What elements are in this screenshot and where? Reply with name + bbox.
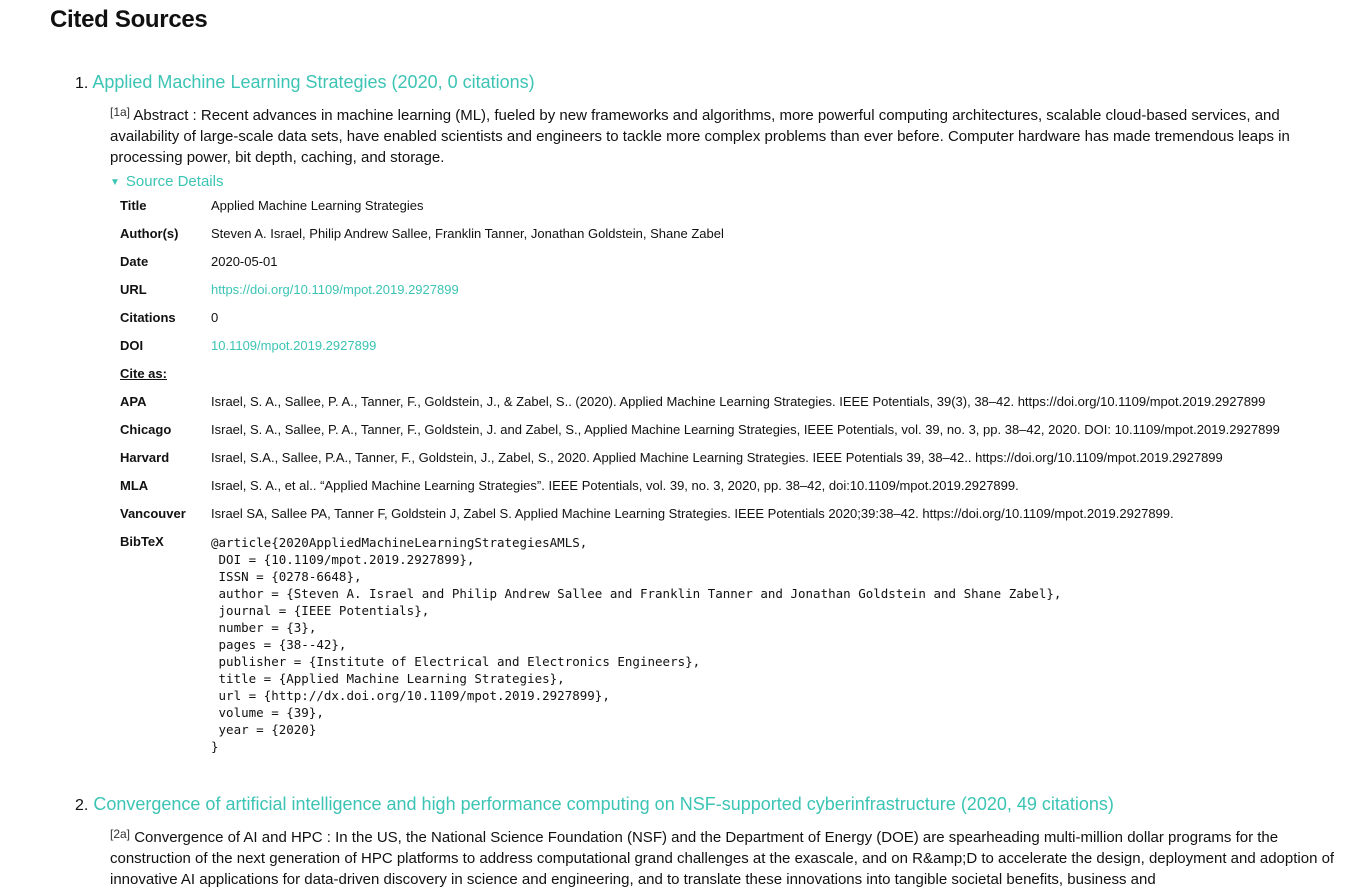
source-heading <box>75 72 535 93</box>
detail-label: Title <box>120 198 147 213</box>
cite-as-heading: Cite as: <box>120 366 167 381</box>
detail-label: Vancouver <box>120 506 186 521</box>
abstract-text: Convergence of AI and HPC : In the US, the National Science Foundation (NSF) and the Department of Energy (DOE) are spearheading multi-million dollar programs for the construction of the next generation of HPC platforms to address computational grand challenges at the exascale, and on R&amp;D to accelerate the design, deployment and adoption of innovative AI applications for data-driven discovery in science and engineering, and to translate these innovations into tangible societal benefits, business and <box>110 829 1335 888</box>
url-link[interactable]: https://doi.org/10.1109/mpot.2019.2927899 <box>211 282 459 297</box>
detail-label: Harvard <box>120 450 170 465</box>
citation-apa: Israel, S. A., Sallee, P. A., Tanner, F., Goldstein, J., & Zabel, S.. (2020). Applied Machine Learning Strategies. IEEE Potentials, 39(3), 38–42. https://doi.org/10.1109/mpot.2019.2927899 <box>211 394 1266 409</box>
detail-value: 2020-05-01 <box>211 254 278 269</box>
abstract-ref: [2a] <box>110 827 131 841</box>
source-heading <box>75 794 1114 815</box>
detail-label: URL <box>120 282 147 297</box>
detail-label: Date <box>120 254 149 269</box>
citation-vancouver: Israel SA, Sallee PA, Tanner F, Goldstein J, Zabel S. Applied Machine Learning Strategies. IEEE Potentials 2020;39:38–42. https://doi.org/10.1109/mpot.2019.2927899. <box>211 506 1174 521</box>
source-number: 2. <box>75 797 89 814</box>
detail-label: MLA <box>120 478 149 493</box>
detail-label: DOI <box>120 338 144 353</box>
source-details-label: Source Details <box>125 173 224 190</box>
source-abstract <box>110 105 1335 168</box>
detail-label: Chicago <box>120 422 172 437</box>
triangle-down-icon: ▼ <box>110 177 120 188</box>
detail-label: BibTeX <box>120 534 164 549</box>
source-title-link[interactable]: Convergence of artificial intelligence and high performance computing on NSF-supported cyberinfrastructure (2020, 49 citations) <box>93 794 1114 814</box>
source-title-link[interactable]: Applied Machine Learning Strategies (2020, 0 citations) <box>92 72 535 92</box>
detail-value: Applied Machine Learning Strategies <box>211 198 424 213</box>
citation-mla: Israel, S. A., et al.. “Applied Machine Learning Strategies”. IEEE Potentials, vol. 39, no. 3, 2020, pp. 38–42, doi:10.1109/mpot.2019.2927899. <box>211 478 1019 493</box>
detail-label: Citations <box>120 310 176 325</box>
source-details-toggle[interactable] <box>110 173 223 190</box>
citation-harvard: Israel, S.A., Sallee, P.A., Tanner, F., Goldstein, J., Zabel, S., 2020. Applied Machine Learning Strategies. IEEE Potentials 39, 38–42.. https://doi.org/10.1109/mpot.2019.2927899 <box>211 450 1223 465</box>
page-title: Cited Sources <box>50 6 208 33</box>
abstract-ref: [1a] <box>110 105 131 119</box>
detail-value: 0 <box>211 310 219 325</box>
abstract-text: Abstract : Recent advances in machine learning (ML), fueled by new frameworks and algorithms, more powerful computing architectures, scalable cloud-based services, and availability of large-scale data sets, have enabled scientists and engineers to tackle more complex problems than ever before. Computer hardware has made tremendous leaps in processing power, bit depth, caching, and storage. <box>110 107 1290 166</box>
citation-chicago: Israel, S. A., Sallee, P. A., Tanner, F., Goldstein, J. and Zabel, S., Applied Machine Learning Strategies, IEEE Potentials, vol. 39, no. 3, pp. 38–42, 2020. DOI: 10.1109/mpot.2019.2927899 <box>211 422 1280 437</box>
source-number: 1. <box>75 75 89 92</box>
detail-value: Steven A. Israel, Philip Andrew Sallee, Franklin Tanner, Jonathan Goldstein, Shane Zabel <box>211 226 724 241</box>
source-abstract <box>110 827 1335 890</box>
doi-link[interactable]: 10.1109/mpot.2019.2927899 <box>211 338 377 353</box>
bibtex-block: @article{2020AppliedMachineLearningStrategiesAMLS, DOI = {10.1109/mpot.2019.2927899}, ISSN = {0278-6648}, author = {Steven A. Israel and Philip Andrew Sallee and Franklin Tanner and Jonathan Goldstein and Shane Zabel}, journal = {IEEE Potentials}, number = {3}, pages = {38--42}, publisher = {Institute of Electrical and Electronics Engineers}, title = {Applied Machine Learning Strategies}, url = {http://dx.doi.org/10.1109/mpot.2019.2927899}, volume = {39}, year = {2020} } <box>211 535 1062 754</box>
detail-label: APA <box>120 394 147 409</box>
detail-label: Author(s) <box>120 226 179 241</box>
